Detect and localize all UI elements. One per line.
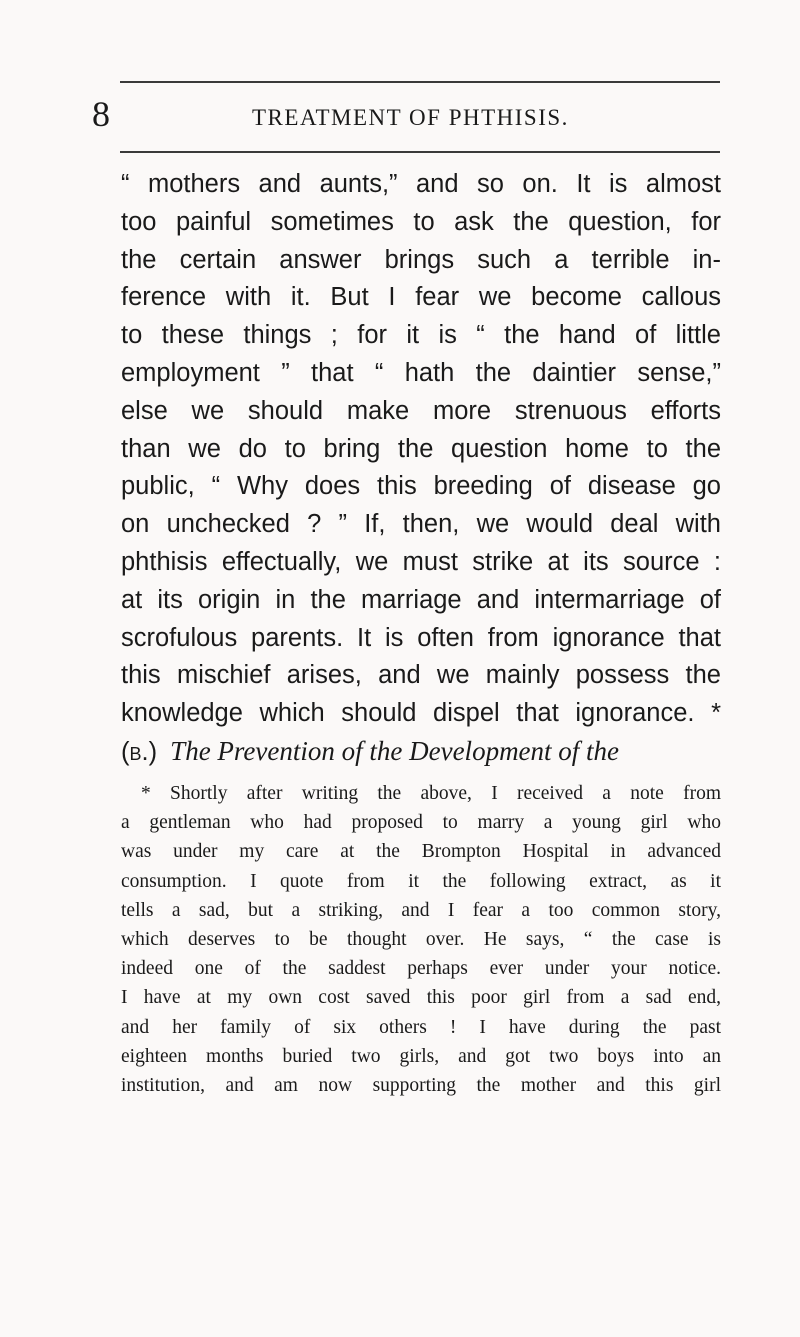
body-line: the certain answer brings such a terrible in- bbox=[121, 245, 721, 274]
body-line: public, “ Why does this breeding of disease go bbox=[121, 472, 721, 501]
body-line: ference with it. But I fear we become callous bbox=[121, 283, 721, 312]
footnote-line: and her family of six others ! I have during the past bbox=[121, 1016, 721, 1038]
footnote-line: a gentleman who had proposed to marry a young girl who bbox=[121, 812, 721, 834]
body-line: this mischief arises, and we mainly possess the bbox=[121, 661, 721, 690]
body-line: than we do to bring the question home to the bbox=[121, 434, 721, 463]
body-line: “ mothers and aunts,” and so on. It is almost bbox=[121, 170, 721, 198]
page-number: 8 bbox=[92, 94, 110, 134]
footnote-line: * Shortly after writing the above, I received a note from bbox=[141, 783, 721, 804]
body-line: on unchecked ? ” If, then, we would deal with bbox=[121, 510, 721, 539]
header-rule-bottom bbox=[120, 151, 720, 153]
body-line: knowledge which should dispel that ignorance. * bbox=[121, 699, 721, 728]
footnote-line: eighteen months buried two girls, and got two boys into an bbox=[121, 1045, 721, 1067]
section-title: The Prevention of the Development of the bbox=[170, 735, 620, 766]
footnote-line: institution, and am now supporting the mother and this girl bbox=[121, 1074, 721, 1096]
running-title: TREATMENT OF PHTHISIS. bbox=[252, 105, 569, 130]
body-line: employment ” that “ hath the daintier sense,” bbox=[121, 358, 721, 387]
body-line: scrofulous parents. It is often from ignorance that bbox=[121, 623, 721, 652]
footnote-line: consumption. I quote from it the following extract, as it bbox=[121, 870, 721, 892]
page-header bbox=[92, 94, 720, 138]
body-line: to these things ; for it is “ the hand of little bbox=[121, 321, 721, 350]
body-text bbox=[121, 166, 721, 771]
section-heading bbox=[121, 733, 721, 771]
section-label: (b.) bbox=[121, 737, 158, 766]
body-line: at its origin in the marriage and intermarriage of bbox=[121, 585, 721, 614]
body-line: phthisis effectually, we must strike at its source : bbox=[121, 547, 721, 576]
footnote-line: was under my care at the Brompton Hospital in advanced bbox=[121, 841, 721, 863]
body-line: too painful sometimes to ask the question, for bbox=[121, 207, 721, 236]
footnote bbox=[121, 779, 721, 1100]
header-rule-top bbox=[120, 81, 720, 83]
footnote-line: I have at my own cost saved this poor girl from a sad end, bbox=[121, 987, 721, 1009]
footnote-line: tells a sad, but a striking, and I fear a too common story, bbox=[121, 899, 721, 921]
body-line: else we should make more strenuous efforts bbox=[121, 396, 721, 425]
footnote-line: indeed one of the saddest perhaps ever under your notice. bbox=[121, 958, 721, 980]
footnote-line: which deserves to be thought over. He says, “ the case is bbox=[121, 928, 721, 950]
